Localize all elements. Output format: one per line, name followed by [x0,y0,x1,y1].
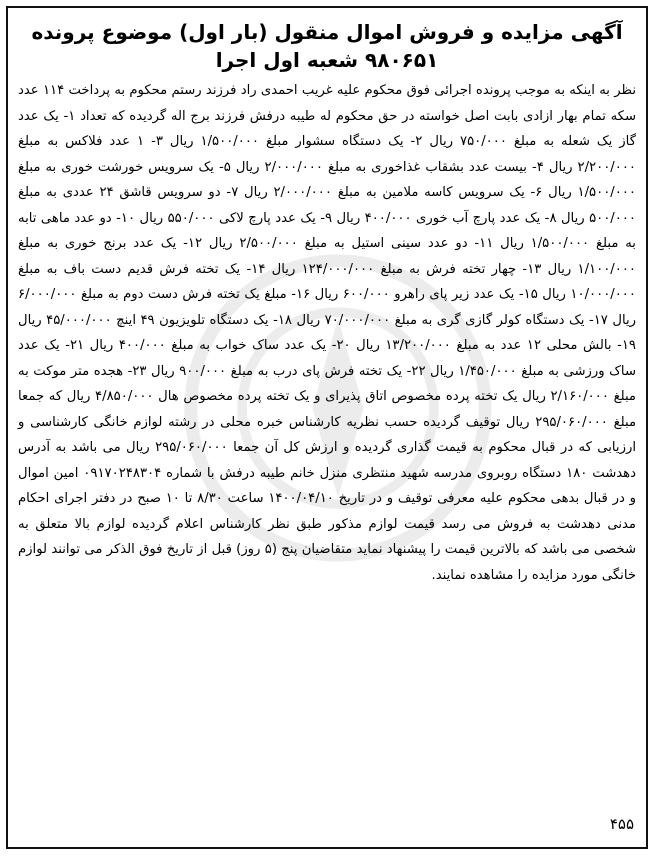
notice-body: نظر به اینکه به موجب پرونده اجرائی فوق محکوم علیه غریب احمدی راد فرزند رستم محکوم به پرداخت ۱۱۴ عدد سکه تمام بهار ازادی بابت اصل خواسته در حق محکوم له طیبه درفش فرزند برج اله گردیده که تعداد ۱- یک عدد گاز یک شعله به مبلغ ۷۵۰/۰۰۰ ریال ۲- یک دستگاه سشوار مبلغ ۱/۵۰۰/۰۰۰ ریال ۳- ۱ عدد فلاکس به مبلغ ۲/۲۰۰/۰۰۰ ریال ۴- بیست عدد بشقاب غذاخوری به مبلغ ۲/۰۰۰/۰۰۰ ریال ۵- یک سرویس خورشت خوری به مبلغ ۱/۵۰۰/۰۰۰ ریال ۶- یک سرویس کاسه ملامین به مبلغ ۲/۰۰۰/۰۰۰ ریال ۷- دو سرویس قاشق ۲۴ عددی به مبلغ ۵۰۰/۰۰۰ ریال ۸- یک عدد پارچ آب خوری ۴۰۰/۰۰۰ ریال ۹- یک عدد پارچ لاکی ۵۵۰/۰۰۰ ریال ۱۰- دو عدد ماهی تابه به مبلغ ۱/۵۰۰/۰۰۰ ریال ۱۱- دو عدد سینی استیل به مبلغ ۲/۵۰۰/۰۰۰ ریال ۱۲- یک عدد برنج خوری به مبلغ ۱/۱۰۰/۰۰۰ ریال ۱۳- چهار تخته فرش به مبلغ ۱۲۴/۰۰۰/۰۰۰ ریال ۱۴- یک تخته فرش قدیم دست باف به مبلغ ۱۰/۰۰۰/۰۰۰ ریال ۱۵- یک عدد زیر پای راهرو ۶۰۰/۰۰۰ ریال ۱۶- مبلغ یک تخته فرش دست دوم به مبلغ ۶/۰۰۰/۰۰۰ ریال ۱۷- یک دستگاه کولر گازی گری به مبلغ ۷۰/۰۰۰/۰۰۰ ریال ۱۸- یک دستگاه تلویزیون ۴۹ اینچ ۴۵/۰۰۰/۰۰۰ ریال ۱۹- بالش محلی ۱۲ عدد به مبلغ ۱۳/۲۰۰/۰۰۰ ریال ۲۰- یک عدد ساک خواب به مبلغ ۴۰۰/۰۰۰ ریال ۲۱- یک عدد ساک ورزشی به مبلغ ۱/۴۵۰/۰۰۰ ریال ۲۲- یک تخته فرش پای درب به مبلغ ۹۰۰/۰۰۰ ریال ۲۳- هجده متر موکت به مبلغ ۲/۱۶۰/۰۰۰ ریال یک تخته پرده مخصوص اتاق پذیرای و یک تخته پرده مخصوص هال ۴/۸۵۰/۰۰۰ ریال که جمعا مبلغ ۲۹۵/۰۶۰/۰۰۰ ریال توقیف گردیده حسب نظریه کارشناس خبره محلی در رشته لوازم خانگی کارشناسی و ارزیابی که در قبال محکوم به قیمت گذاری گردیده و ارزش کل آن جمعا ۲۹۵/۰۶۰/۰۰۰ ریال می باشد به آدرس دهدشت ۱۸۰ دستگاه روبروی مدرسه شهید منتظری منزل خانم طیبه درفش با شماره ۰۹۱۷۰۲۴۸۳۰۴ امین اموال و در قبال بدهی محکوم علیه معرفی توقیف و در تاریخ ۱۴۰۰/۰۴/۱۰ ساعت ۸/۳۰ تا ۱۰ صبح در دفتر اجرای احکام مدنی دهدشت به فروش می رسد قیمت لوازم مذکور طبق نظر کارشناس اعلام گردیده لوازم بالا متعلق به شخصی می باشد که بالاترین قیمت را پیشنهاد نماید متقاضیان پنج (۵ روز) قبل از تاریخ فوق الذکر می توانند لوازم خانگی مورد مزایده را مشاهده نمایند. [18,83,637,583]
notice-code: ۴۵۵ [609,815,634,833]
notice-frame [6,6,648,849]
notice-title [22,18,632,74]
title-line-2: ۹۸۰۶۵۱ شعبه اول اجرا [215,48,439,72]
title-line-1: آگهی مزایده و فروش اموال منقول (بار اول) موضوع پرونده [31,20,623,44]
